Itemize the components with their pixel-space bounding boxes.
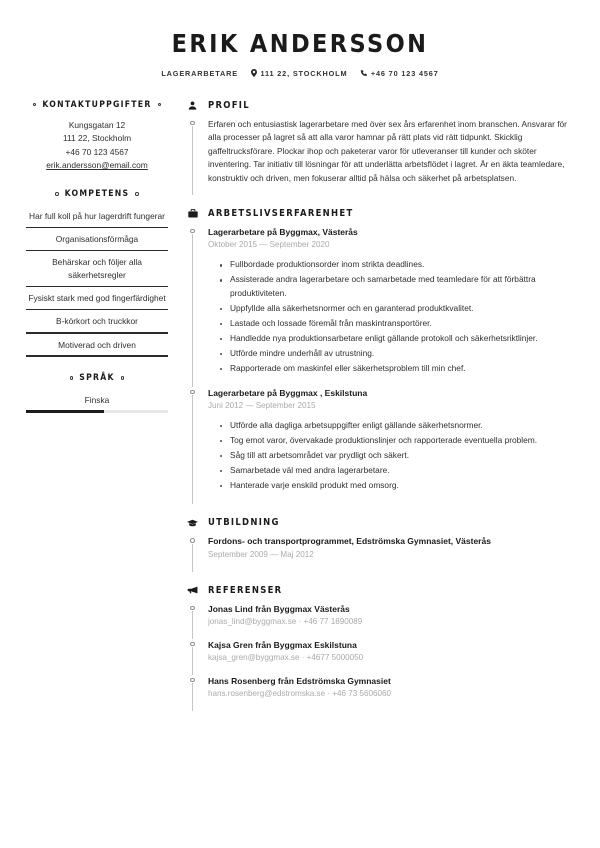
header-phone-text: +46 70 123 4567 [370, 68, 439, 78]
list-item: Utförde alla dagliga arbetsuppgifter enligt gällande säkerhetsnormer. [230, 419, 574, 433]
section-title: UTBILDNING [208, 517, 280, 529]
main-column [178, 100, 574, 725]
ring-left-icon [70, 376, 74, 380]
sidebar-heading-skills-label: KOMPETENS [64, 188, 130, 199]
list-item: Rapporterade om maskinfel eller säkerhetsproblem till min chef. [230, 362, 574, 376]
experience-body [199, 387, 574, 504]
section-header [186, 585, 574, 596]
sidebar-heading-languages [26, 373, 168, 383]
ring-right-icon [158, 103, 162, 107]
header-location [251, 69, 347, 78]
skills-list [26, 208, 168, 357]
reference-entry [186, 639, 574, 675]
sidebar-section-languages [26, 373, 168, 413]
ring-right-icon [121, 376, 125, 380]
ring-left-icon [33, 103, 37, 107]
section-education [186, 517, 574, 571]
sidebar-heading-skills [26, 189, 168, 199]
list-item: Motiverad och driven [58, 339, 136, 350]
education-entry [186, 535, 574, 571]
section-header [186, 100, 574, 111]
ring-left-icon [55, 192, 59, 196]
list-item: Finska [84, 394, 110, 405]
timeline-line [192, 126, 193, 195]
job-dates: Oktober 2015 — September 2020 [208, 240, 330, 250]
page-title: ERIK ANDERSSON [171, 29, 429, 58]
list-item: Organisationsförmåga [55, 234, 139, 245]
header-job-title-text: LAGERARBETARE [161, 68, 238, 78]
megaphone-icon [186, 586, 199, 594]
timeline [186, 118, 199, 196]
sidebar [26, 100, 178, 429]
job-title: Lagerarbetare på Byggmax, Västerås [208, 227, 358, 238]
section-profile [186, 100, 574, 196]
timeline-dot [190, 606, 194, 610]
section-references [186, 585, 574, 712]
list-item: Uppfyllde alla säkerhetsnormer och en garanterad produktkvalitet. [230, 302, 574, 316]
list-item: Tog emot varor, övervakade produktionslinjer och rapporterade eventuella problem. [230, 434, 574, 448]
timeline-dot [190, 229, 194, 233]
timeline [186, 603, 199, 639]
list-item: Lastade och lossade föremål från maskintransportörer. [230, 317, 574, 331]
language-level-fill [26, 410, 104, 413]
timeline [186, 226, 199, 387]
section-header [186, 517, 574, 528]
sidebar-heading-contact [26, 100, 168, 110]
reference-entry [186, 603, 574, 639]
list-item: B-körkort och truckkor [56, 316, 138, 327]
languages-list [26, 392, 168, 413]
education-body [199, 535, 574, 571]
education-title: Fordons- och transportprogrammet, Edströmska Gymnasiet, Västerås [208, 536, 491, 547]
reference-name: Hans Rosenberg från Edströmska Gymnasiet [208, 676, 391, 687]
timeline-dot [190, 678, 194, 682]
reference-name: Jonas Lind från Byggmax Västerås [208, 603, 350, 614]
phone-icon [360, 70, 367, 77]
graduation-cap-icon [186, 519, 199, 527]
job-bullets [208, 258, 574, 375]
timeline-dot [190, 538, 194, 542]
divider [26, 227, 168, 229]
profile-text: Erfaren och entusiastisk lagerarbetare med över sex års erfarenhet inom branschen. Ansvarar för alla processer på lagret så att alla varor hamnar på rätt plats vid rätt tidpunkt. Skicklig gaffeltrucksförare. Plockar ihop och paketerar varor för utleveranser till kunder och sköter inventering. Tar initiativ till lösningar för att underlätta arbetsflödet i lagret. Är en äkta teamledare, konstruktiv och driven, men fokuserar alltid på hälsa och säkerhet på arbetsplatsen. [208, 118, 567, 183]
divider [26, 332, 168, 334]
experience-entry [186, 226, 574, 387]
contact-details [26, 119, 168, 173]
timeline [186, 535, 199, 571]
list-item: Utförde mindre underhåll av utrustning. [230, 347, 574, 361]
job-title: Lagerarbetare på Byggmax , Eskilstuna [208, 387, 368, 398]
timeline-dot [190, 390, 194, 394]
language-level-bar [26, 410, 168, 413]
header-contact-bar [26, 69, 574, 78]
job-bullets [208, 419, 574, 493]
reference-name: Kajsa Gren från Byggmax Eskilstuna [208, 639, 357, 650]
timeline-line [192, 611, 193, 639]
header-location-text: 111 22, STOCKHOLM [260, 68, 348, 78]
experience-entry [186, 387, 574, 504]
timeline [186, 639, 199, 675]
list-item: Fullbordade produktionsorder inom strikta deadlines. [230, 258, 574, 272]
timeline-dot [190, 642, 194, 646]
contact-city: 111 22, Stockholm [62, 133, 132, 144]
timeline [186, 387, 199, 504]
ring-right-icon [135, 192, 139, 196]
list-item: Handledde nya produktionsarbetare enligt gällande protokoll och säkerhetsriktlinjer. [230, 332, 574, 346]
divider [26, 355, 168, 357]
profile-entry [186, 118, 574, 196]
sidebar-heading-languages-label: SPRÅK [79, 372, 115, 383]
reference-contact[interactable]: jonas_lind@byggmax.se · +46 77 1890089 [208, 616, 363, 626]
education-dates: September 2009 — Maj 2012 [208, 549, 314, 559]
briefcase-icon [186, 209, 199, 218]
reference-body [199, 603, 574, 639]
timeline-line [192, 647, 193, 675]
timeline-dot [190, 121, 194, 125]
divider [26, 286, 168, 288]
list-item: Hanterade varje enskild produkt med omsorg. [230, 479, 574, 493]
list-item: Samarbetade väl med andra lagerarbetare. [230, 464, 574, 478]
list-item: Behärskar och följer alla säkerhetsregler [52, 257, 142, 280]
divider [26, 250, 168, 252]
list-item: Assisterade andra lagerarbetare och samarbetade med teamledare för att förbättra produktiviteten. [230, 273, 574, 300]
sidebar-section-contact [26, 100, 168, 173]
person-icon [186, 101, 199, 110]
reference-body [199, 675, 574, 711]
experience-body [199, 226, 574, 387]
sidebar-heading-contact-label: KONTAKTUPPGIFTER [42, 99, 152, 110]
resume-body [26, 92, 574, 725]
section-title: ARBETSLIVSERFARENHET [208, 208, 354, 220]
list-item: Har full koll på hur lagerdrift fungerar [29, 210, 165, 221]
reference-contact[interactable]: hans.rosenberg@edstromska.se · +46 73 5606060 [208, 689, 392, 699]
job-dates: Juni 2012 — September 2015 [208, 401, 316, 411]
section-experience [186, 208, 574, 504]
contact-street: Kungsgatan 12 [68, 119, 126, 130]
resume-header [26, 30, 574, 92]
reference-contact[interactable]: kajsa_gren@byggmax.se · +4677 5000050 [208, 653, 364, 663]
reference-body [199, 639, 574, 675]
section-title: PROFIL [208, 99, 250, 111]
profile-body [199, 118, 574, 196]
sidebar-section-skills [26, 189, 168, 357]
list-item: Såg till att arbetsområdet var prydligt och säkert. [230, 449, 574, 463]
contact-email-link[interactable]: erik.andersson@email.com [46, 160, 148, 171]
list-item: Fysiskt stark med god fingerfärdighet [28, 293, 166, 304]
timeline-line [192, 234, 193, 386]
header-job-title [161, 69, 238, 78]
timeline [186, 675, 199, 711]
reference-entry [186, 675, 574, 711]
section-header [186, 208, 574, 219]
timeline-line [192, 544, 193, 572]
section-title: REFERENSER [208, 584, 283, 596]
map-pin-icon [251, 69, 257, 77]
timeline-line [192, 395, 193, 504]
header-phone [360, 69, 438, 78]
divider [26, 309, 168, 311]
timeline-line [192, 683, 193, 711]
contact-phone: +46 70 123 4567 [65, 146, 129, 157]
